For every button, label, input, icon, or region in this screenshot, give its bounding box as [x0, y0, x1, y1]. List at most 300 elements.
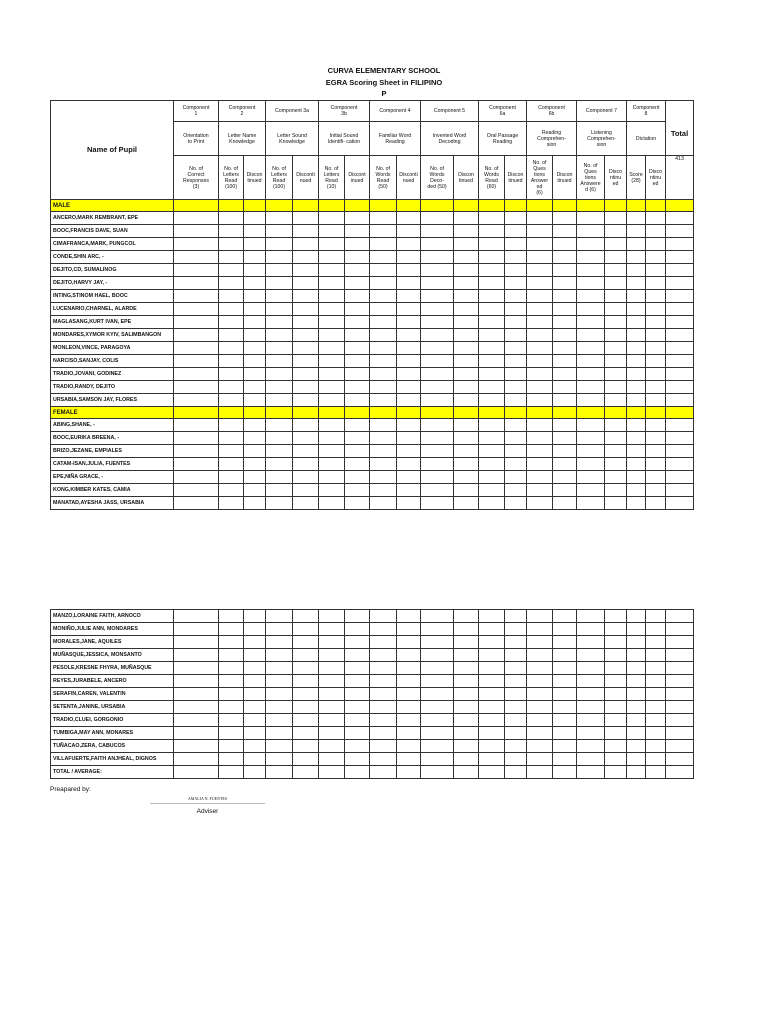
pupil-name: CIMAFRANCA,MARK, PUNGCOL — [51, 238, 174, 251]
blank-cell — [266, 200, 293, 212]
pupil-row — [51, 688, 694, 701]
score-cell — [627, 649, 646, 662]
score-cell — [553, 688, 577, 701]
score-cell — [605, 471, 627, 484]
score-cell — [627, 225, 646, 238]
score-cell — [479, 471, 505, 484]
score-cell — [553, 675, 577, 688]
score-cell — [666, 740, 694, 753]
score-cell — [174, 238, 219, 251]
score-cell — [479, 303, 505, 316]
score-cell — [421, 701, 454, 714]
score-cell — [666, 701, 694, 714]
blank-cell — [454, 407, 479, 419]
pupil-row — [51, 303, 694, 316]
score-cell — [454, 471, 479, 484]
score-cell — [454, 329, 479, 342]
score-cell — [397, 432, 421, 445]
prepared-by-label: Preapared by: — [50, 786, 91, 793]
pupil-row — [51, 368, 694, 381]
pupil-row — [51, 458, 694, 471]
score-cell — [666, 458, 694, 471]
score-cell — [397, 264, 421, 277]
score-cell — [505, 368, 527, 381]
score-cell — [397, 610, 421, 623]
score-cell — [454, 303, 479, 316]
score-cell — [505, 432, 527, 445]
score-cell — [266, 753, 293, 766]
score-cell — [666, 329, 694, 342]
score-cell — [174, 381, 219, 394]
pupil-name: SETENTA,JANINE, URSABIA — [51, 701, 174, 714]
skill-header: Listening Comprehen- sion — [577, 122, 627, 156]
score-cell — [577, 368, 605, 381]
score-cell — [605, 212, 627, 225]
score-cell — [293, 662, 319, 675]
score-cell — [345, 766, 370, 779]
subcolumn-header: Discon tinued — [505, 156, 527, 200]
score-cell — [646, 649, 666, 662]
score-cell — [605, 419, 627, 432]
score-cell — [345, 458, 370, 471]
pupil-name: TRADIO,JOVANI, GODINEZ — [51, 368, 174, 381]
sheet-title: EGRA Scoring Sheet in FILIPINO — [325, 78, 443, 87]
component-header: Component 2 — [219, 101, 266, 122]
score-cell — [527, 458, 553, 471]
score-cell — [527, 342, 553, 355]
score-cell — [319, 212, 345, 225]
pupil-name: ABING,SHANE, - — [51, 419, 174, 432]
score-cell — [293, 368, 319, 381]
pupil-row — [51, 277, 694, 290]
score-cell — [293, 394, 319, 407]
score-cell — [370, 381, 397, 394]
score-cell — [577, 471, 605, 484]
score-cell — [421, 675, 454, 688]
skill-header: Dictation — [627, 122, 666, 156]
component-header: Component 6b — [527, 101, 577, 122]
score-cell — [244, 662, 266, 675]
score-cell — [421, 212, 454, 225]
score-cell — [527, 445, 553, 458]
score-cell — [266, 394, 293, 407]
score-cell — [577, 419, 605, 432]
score-cell — [421, 662, 454, 675]
score-cell — [454, 381, 479, 394]
score-cell — [345, 623, 370, 636]
score-cell — [397, 381, 421, 394]
blank-cell — [577, 407, 605, 419]
score-cell — [553, 355, 577, 368]
score-cell — [627, 303, 646, 316]
score-cell — [219, 636, 244, 649]
score-cell — [345, 484, 370, 497]
score-cell — [345, 251, 370, 264]
pupil-name: CONDE,SHIN ARC, - — [51, 251, 174, 264]
score-cell — [293, 740, 319, 753]
score-cell — [319, 610, 345, 623]
score-cell — [174, 290, 219, 303]
score-cell — [627, 342, 646, 355]
score-cell — [577, 394, 605, 407]
score-cell — [219, 471, 244, 484]
score-cell — [505, 277, 527, 290]
blank-cell — [666, 407, 694, 419]
score-cell — [421, 636, 454, 649]
score-cell — [505, 264, 527, 277]
blank-cell — [479, 200, 505, 212]
component-header: Component 1 — [174, 101, 219, 122]
score-cell — [319, 419, 345, 432]
score-cell — [266, 419, 293, 432]
score-cell — [605, 342, 627, 355]
score-cell — [244, 432, 266, 445]
score-cell — [454, 636, 479, 649]
score-cell — [627, 419, 646, 432]
score-cell — [454, 225, 479, 238]
blank-cell — [319, 407, 345, 419]
score-cell — [244, 238, 266, 251]
score-cell — [293, 701, 319, 714]
score-cell — [293, 290, 319, 303]
score-cell — [627, 471, 646, 484]
score-cell — [577, 432, 605, 445]
score-cell — [244, 316, 266, 329]
pupil-name: TUÑACAO,ZERA, CABUCOS — [51, 740, 174, 753]
total-items-value: 413 — [666, 156, 694, 200]
score-cell — [219, 445, 244, 458]
score-cell — [293, 610, 319, 623]
score-cell — [646, 636, 666, 649]
score-cell — [266, 727, 293, 740]
pupil-row — [51, 497, 694, 510]
pupil-name: INTING,STINOM HAEL, BOOC — [51, 290, 174, 303]
score-cell — [244, 368, 266, 381]
score-cell — [454, 368, 479, 381]
score-cell — [646, 766, 666, 779]
score-cell — [627, 727, 646, 740]
score-cell — [266, 649, 293, 662]
score-cell — [646, 610, 666, 623]
subcolumn-header: No. of Letters Read (100) — [219, 156, 244, 200]
score-cell — [605, 740, 627, 753]
score-cell — [646, 238, 666, 251]
score-cell — [266, 303, 293, 316]
score-cell — [627, 394, 646, 407]
score-cell — [666, 445, 694, 458]
score-cell — [293, 497, 319, 510]
score-cell — [454, 432, 479, 445]
score-cell — [244, 649, 266, 662]
score-cell — [454, 212, 479, 225]
score-cell — [577, 688, 605, 701]
score-cell — [553, 471, 577, 484]
blank-cell — [370, 200, 397, 212]
score-cell — [505, 701, 527, 714]
score-cell — [244, 636, 266, 649]
score-cell — [219, 329, 244, 342]
score-cell — [174, 251, 219, 264]
subcolumn-header: No. of Letters Read (100) — [266, 156, 293, 200]
score-cell — [345, 610, 370, 623]
score-cell — [174, 484, 219, 497]
score-cell — [527, 484, 553, 497]
score-cell — [421, 471, 454, 484]
score-cell — [479, 636, 505, 649]
score-cell — [479, 394, 505, 407]
pupil-name: MORALES,JANE, AQUILES — [51, 636, 174, 649]
score-cell — [370, 394, 397, 407]
score-cell — [605, 662, 627, 675]
subcolumn-header: No. of Ques tions Answer ed (6) — [527, 156, 553, 200]
score-cell — [479, 329, 505, 342]
score-cell — [397, 419, 421, 432]
subcolumn-header: Disconti nued — [397, 156, 421, 200]
score-cell — [646, 688, 666, 701]
score-cell — [577, 636, 605, 649]
score-cell — [454, 497, 479, 510]
score-cell — [174, 394, 219, 407]
score-cell — [527, 419, 553, 432]
score-cell — [244, 225, 266, 238]
score-cell — [319, 484, 345, 497]
score-cell — [293, 432, 319, 445]
score-cell — [627, 701, 646, 714]
score-cell — [345, 497, 370, 510]
component-header: Component 5 — [421, 101, 479, 122]
blank-cell — [605, 407, 627, 419]
score-cell — [553, 484, 577, 497]
score-cell — [397, 623, 421, 636]
score-cell — [627, 277, 646, 290]
score-cell — [505, 303, 527, 316]
skill-header: Familiar Word Reading — [370, 122, 421, 156]
subcolumn-header: No. of Words Read (50) — [370, 156, 397, 200]
score-cell — [319, 251, 345, 264]
score-cell — [553, 394, 577, 407]
score-cell — [479, 419, 505, 432]
score-cell — [319, 714, 345, 727]
score-cell — [553, 714, 577, 727]
score-cell — [244, 766, 266, 779]
score-cell — [319, 458, 345, 471]
score-cell — [553, 636, 577, 649]
score-cell — [527, 368, 553, 381]
score-cell — [666, 623, 694, 636]
score-cell — [266, 445, 293, 458]
score-cell — [666, 251, 694, 264]
score-cell — [319, 342, 345, 355]
score-cell — [553, 342, 577, 355]
score-cell — [319, 675, 345, 688]
score-cell — [553, 766, 577, 779]
score-cell — [244, 740, 266, 753]
score-cell — [605, 432, 627, 445]
score-cell — [527, 290, 553, 303]
score-cell — [266, 355, 293, 368]
score-cell — [345, 714, 370, 727]
score-cell — [605, 701, 627, 714]
pupil-name: EPE,NIÑA GRACE, - — [51, 471, 174, 484]
score-cell — [293, 753, 319, 766]
score-cell — [244, 701, 266, 714]
score-cell — [244, 458, 266, 471]
score-cell — [577, 264, 605, 277]
score-cell — [505, 381, 527, 394]
score-cell — [627, 662, 646, 675]
pupil-name: MAGLASANG,KURT IVAN, EPE — [51, 316, 174, 329]
score-cell — [646, 394, 666, 407]
score-cell — [293, 688, 319, 701]
score-cell — [370, 753, 397, 766]
score-cell — [319, 290, 345, 303]
score-cell — [174, 701, 219, 714]
score-cell — [646, 701, 666, 714]
score-cell — [219, 432, 244, 445]
score-cell — [527, 497, 553, 510]
subcolumn-header: No. of Words Deco- ded (50) — [421, 156, 454, 200]
score-cell — [454, 355, 479, 368]
score-cell — [174, 471, 219, 484]
score-cell — [244, 394, 266, 407]
score-cell — [454, 419, 479, 432]
score-cell — [505, 497, 527, 510]
score-cell — [293, 675, 319, 688]
score-cell — [553, 316, 577, 329]
pupil-row — [51, 662, 694, 675]
score-cell — [421, 342, 454, 355]
score-cell — [646, 381, 666, 394]
score-cell — [505, 251, 527, 264]
score-cell — [666, 471, 694, 484]
score-cell — [505, 471, 527, 484]
score-cell — [605, 766, 627, 779]
score-cell — [244, 303, 266, 316]
score-cell — [244, 277, 266, 290]
score-cell — [397, 368, 421, 381]
score-cell — [174, 419, 219, 432]
score-cell — [293, 445, 319, 458]
score-cell — [605, 458, 627, 471]
score-cell — [605, 610, 627, 623]
score-cell — [219, 714, 244, 727]
section-letter: P — [381, 89, 387, 98]
score-cell — [553, 329, 577, 342]
score-cell — [370, 303, 397, 316]
score-cell — [370, 355, 397, 368]
score-cell — [397, 316, 421, 329]
score-cell — [479, 238, 505, 251]
score-cell — [370, 238, 397, 251]
score-cell — [627, 740, 646, 753]
score-cell — [421, 277, 454, 290]
score-cell — [666, 316, 694, 329]
score-cell — [627, 251, 646, 264]
blank-cell — [319, 200, 345, 212]
blank-cell — [627, 407, 646, 419]
score-cell — [219, 662, 244, 675]
score-cell — [454, 264, 479, 277]
score-cell — [646, 225, 666, 238]
score-cell — [266, 484, 293, 497]
score-cell — [577, 458, 605, 471]
pupil-name: ANCERO,MARK REMBRANT, EPE — [51, 212, 174, 225]
score-cell — [219, 701, 244, 714]
score-cell — [421, 329, 454, 342]
score-cell — [646, 675, 666, 688]
skill-header: Reading Comprehen- sion — [527, 122, 577, 156]
score-cell — [527, 636, 553, 649]
score-cell — [421, 355, 454, 368]
score-cell — [370, 419, 397, 432]
score-cell — [370, 316, 397, 329]
score-cell — [266, 610, 293, 623]
score-cell — [577, 497, 605, 510]
blank-cell — [219, 200, 244, 212]
score-cell — [527, 212, 553, 225]
score-cell — [527, 623, 553, 636]
score-cell — [646, 303, 666, 316]
blank-cell — [293, 407, 319, 419]
score-cell — [345, 316, 370, 329]
pupil-row — [51, 740, 694, 753]
pupil-name: LUCENARIO,CHARNEL, ALARDE — [51, 303, 174, 316]
pupil-row — [51, 610, 694, 623]
score-cell — [319, 662, 345, 675]
pupil-name: CATAM-ISAN,JULIA, FUENTES — [51, 458, 174, 471]
score-cell — [527, 251, 553, 264]
score-cell — [244, 688, 266, 701]
score-cell — [454, 251, 479, 264]
score-cell — [627, 445, 646, 458]
total-average-row — [51, 766, 694, 779]
subcolumn-header: No. of Words Read (60) — [479, 156, 505, 200]
score-cell — [174, 329, 219, 342]
skill-header: Invented Word Decoding — [421, 122, 479, 156]
score-cell — [505, 225, 527, 238]
score-cell — [553, 753, 577, 766]
score-cell — [219, 342, 244, 355]
score-cell — [319, 701, 345, 714]
blank-cell — [479, 407, 505, 419]
score-cell — [174, 636, 219, 649]
score-cell — [345, 688, 370, 701]
score-cell — [553, 458, 577, 471]
score-cell — [421, 381, 454, 394]
score-cell — [219, 623, 244, 636]
score-cell — [397, 662, 421, 675]
score-cell — [345, 753, 370, 766]
score-cell — [605, 649, 627, 662]
pupil-row — [51, 342, 694, 355]
score-cell — [553, 662, 577, 675]
score-cell — [345, 225, 370, 238]
score-cell — [345, 636, 370, 649]
skill-header: Orientation to Print — [174, 122, 219, 156]
score-cell — [219, 290, 244, 303]
score-cell — [421, 610, 454, 623]
pupil-row — [51, 212, 694, 225]
pupil-name: VILLAFUERTE,FAITH ANJHEAL, DIGNOS — [51, 753, 174, 766]
score-cell — [421, 458, 454, 471]
score-cell — [370, 277, 397, 290]
score-cell — [293, 484, 319, 497]
score-cell — [174, 740, 219, 753]
score-cell — [370, 714, 397, 727]
score-cell — [370, 445, 397, 458]
score-cell — [219, 251, 244, 264]
score-cell — [553, 419, 577, 432]
